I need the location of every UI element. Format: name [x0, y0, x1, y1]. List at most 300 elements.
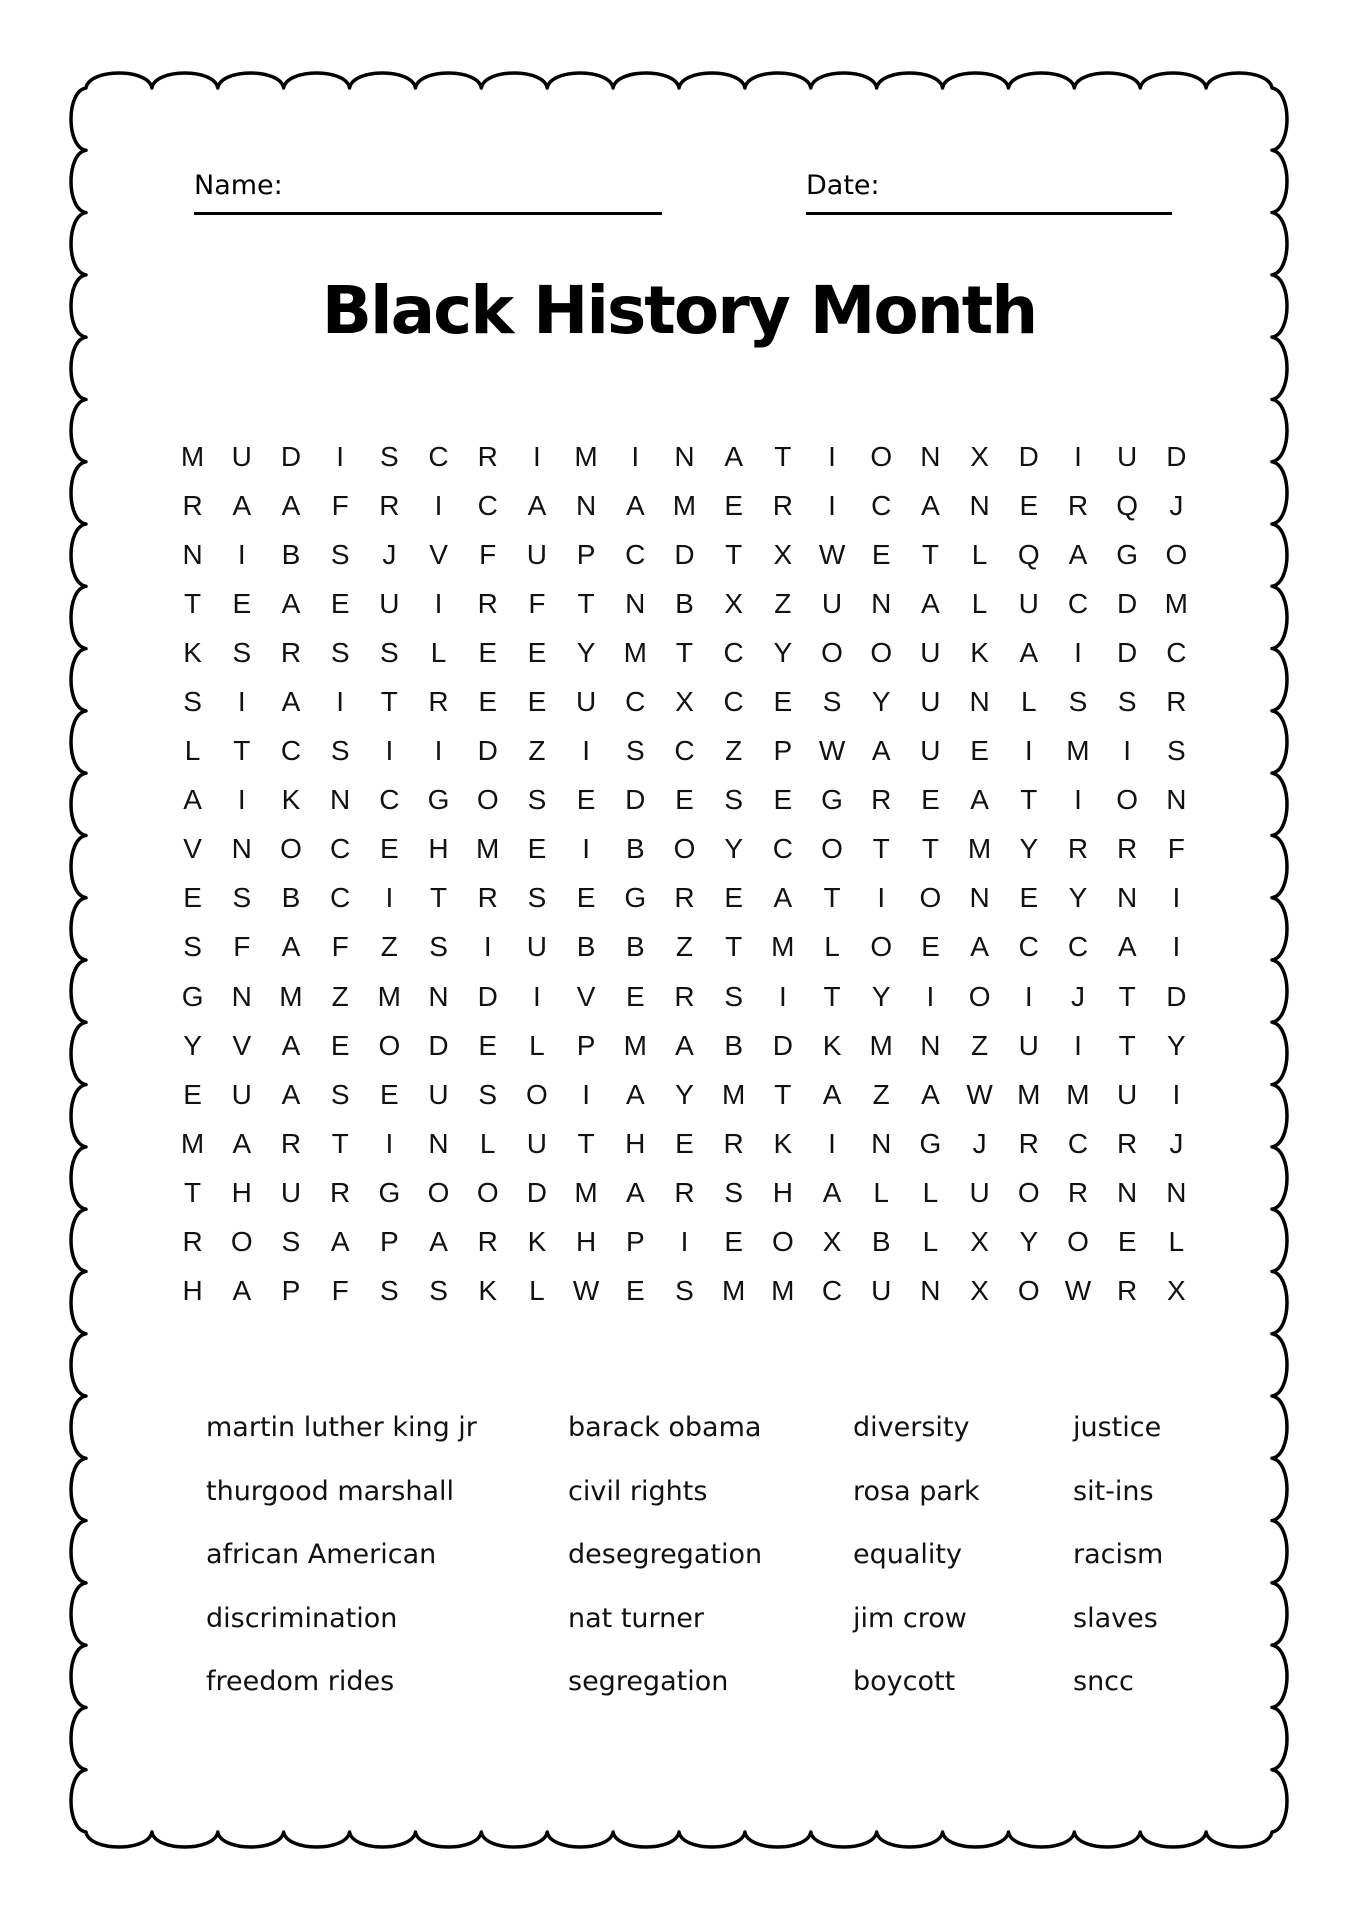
grid-letter[interactable]: E — [1019, 882, 1039, 914]
grid-letter[interactable]: L — [529, 1029, 545, 1061]
grid-letter[interactable]: S — [281, 1225, 301, 1257]
grid-letter[interactable]: O — [1017, 1176, 1040, 1208]
grid-letter[interactable]: A — [970, 784, 989, 816]
grid-letter[interactable]: Y — [1019, 833, 1039, 865]
grid-letter[interactable]: M — [771, 931, 795, 963]
grid-letter[interactable]: X — [1167, 1274, 1186, 1306]
grid-letter[interactable]: I — [631, 441, 640, 472]
grid-letter[interactable]: T — [184, 1176, 202, 1208]
grid-letter[interactable]: L — [824, 931, 840, 963]
grid-letter[interactable]: F — [331, 1274, 349, 1306]
grid-letter[interactable]: U — [526, 539, 548, 571]
grid-letter[interactable]: E — [478, 1029, 498, 1061]
grid-letter[interactable]: D — [1117, 588, 1138, 620]
grid-letter[interactable]: B — [675, 588, 694, 620]
grid-letter[interactable]: N — [1166, 784, 1187, 816]
grid-letter[interactable]: C — [625, 686, 646, 718]
grid-letter[interactable]: C — [330, 882, 351, 914]
grid-letter[interactable]: A — [330, 1225, 350, 1257]
grid-letter[interactable]: N — [182, 539, 203, 571]
grid-letter[interactable]: R — [1067, 833, 1089, 865]
grid-letter[interactable]: R — [477, 588, 498, 620]
grid-letter[interactable]: I — [533, 980, 541, 1012]
grid-letter[interactable]: I — [778, 980, 787, 1012]
grid-letter[interactable]: O — [771, 1225, 794, 1257]
grid-letter[interactable]: E — [970, 735, 989, 767]
grid-letter[interactable]: E — [576, 784, 596, 816]
grid-letter[interactable]: G — [378, 1176, 401, 1208]
grid-letter[interactable]: R — [330, 1176, 351, 1208]
grid-letter[interactable]: S — [429, 931, 448, 963]
grid-letter[interactable]: A — [773, 882, 793, 914]
grid-letter[interactable]: E — [625, 1274, 645, 1306]
grid-letter[interactable]: M — [721, 1078, 746, 1110]
grid-letter[interactable]: A — [675, 1029, 694, 1061]
grid-letter[interactable]: U — [280, 1176, 302, 1208]
grid-letter[interactable]: D — [526, 1176, 548, 1208]
grid-letter[interactable]: A — [232, 1127, 252, 1159]
grid-letter[interactable]: T — [921, 833, 939, 865]
grid-letter[interactable]: U — [428, 1078, 449, 1110]
grid-letter[interactable]: Z — [331, 980, 349, 1012]
grid-letter[interactable]: U — [920, 735, 941, 767]
grid-letter[interactable]: F — [233, 931, 251, 963]
grid-letter[interactable]: N — [575, 490, 597, 522]
grid-letter[interactable]: C — [1067, 1127, 1089, 1159]
grid-letter[interactable]: E — [675, 1127, 694, 1159]
grid-letter[interactable]: L — [873, 1176, 889, 1208]
grid-letter[interactable]: A — [281, 490, 301, 522]
grid-letter[interactable]: N — [871, 588, 892, 620]
grid-letter[interactable]: K — [183, 637, 202, 669]
grid-letter[interactable]: E — [1019, 490, 1039, 522]
grid-letter[interactable]: L — [922, 1176, 939, 1208]
grid-letter[interactable]: V — [183, 833, 202, 865]
grid-letter[interactable]: O — [1017, 1274, 1040, 1306]
grid-letter[interactable]: D — [1018, 441, 1039, 472]
grid-letter[interactable]: D — [477, 980, 498, 1012]
grid-letter[interactable]: A — [281, 931, 301, 963]
grid-letter[interactable]: C — [821, 1274, 843, 1306]
grid-letter[interactable]: R — [674, 1176, 695, 1208]
grid-letter[interactable]: I — [1074, 441, 1082, 472]
grid-letter[interactable]: O — [1116, 784, 1139, 816]
grid-letter[interactable]: O — [870, 441, 893, 472]
grid-letter[interactable]: E — [527, 637, 547, 669]
grid-letter[interactable]: T — [725, 539, 743, 571]
grid-letter[interactable]: L — [971, 588, 988, 620]
grid-letter[interactable]: A — [183, 784, 202, 816]
grid-letter[interactable]: I — [237, 539, 246, 571]
grid-letter[interactable]: A — [921, 490, 940, 522]
grid-letter[interactable]: E — [576, 882, 596, 914]
grid-letter[interactable]: A — [625, 490, 645, 522]
grid-letter[interactable]: I — [237, 784, 246, 816]
grid-letter[interactable]: N — [871, 1127, 892, 1159]
grid-letter[interactable]: T — [577, 588, 595, 620]
grid-letter[interactable]: W — [1064, 1274, 1092, 1306]
grid-letter[interactable]: X — [675, 686, 694, 718]
grid-letter[interactable]: T — [380, 686, 398, 718]
grid-letter[interactable]: O — [1165, 539, 1188, 571]
grid-letter[interactable]: T — [577, 1127, 595, 1159]
grid-letter[interactable]: C — [477, 490, 498, 522]
grid-letter[interactable]: K — [822, 1029, 842, 1061]
grid-letter[interactable]: A — [871, 735, 891, 767]
grid-letter[interactable]: A — [625, 1078, 645, 1110]
grid-letter[interactable]: C — [428, 441, 449, 472]
grid-letter[interactable]: I — [385, 735, 394, 767]
grid-letter[interactable]: N — [1166, 1176, 1187, 1208]
grid-letter[interactable]: O — [427, 1176, 450, 1208]
grid-letter[interactable]: U — [920, 637, 941, 669]
grid-letter[interactable]: N — [1117, 882, 1138, 914]
grid-letter[interactable]: X — [822, 1225, 842, 1257]
grid-letter[interactable]: S — [232, 637, 252, 669]
grid-letter[interactable]: M — [180, 1127, 205, 1159]
grid-letter[interactable]: P — [281, 1274, 301, 1306]
grid-letter[interactable]: A — [970, 931, 989, 963]
grid-letter[interactable]: I — [1024, 980, 1033, 1012]
grid-letter[interactable]: U — [575, 686, 597, 718]
grid-letter[interactable]: N — [428, 980, 449, 1012]
grid-letter[interactable]: N — [920, 1029, 941, 1061]
grid-letter[interactable]: Y — [675, 1078, 694, 1110]
grid-letter[interactable]: F — [1167, 833, 1185, 865]
grid-letter[interactable]: R — [477, 882, 498, 914]
grid-letter[interactable]: W — [818, 539, 846, 571]
grid-letter[interactable]: Y — [183, 1029, 202, 1061]
grid-letter[interactable]: S — [380, 637, 399, 669]
grid-letter[interactable]: D — [1117, 637, 1138, 669]
grid-letter[interactable]: O — [870, 637, 893, 669]
grid-letter[interactable]: T — [429, 882, 448, 914]
grid-letter[interactable]: E — [625, 980, 645, 1012]
grid-letter[interactable]: A — [1068, 539, 1088, 571]
grid-letter[interactable]: T — [823, 882, 841, 914]
grid-letter[interactable]: W — [966, 1078, 993, 1110]
grid-letter[interactable]: S — [183, 686, 202, 718]
grid-letter[interactable]: T — [1020, 784, 1038, 816]
grid-letter[interactable]: I — [1123, 735, 1132, 767]
grid-letter[interactable]: R — [477, 1225, 498, 1257]
grid-letter[interactable]: C — [871, 490, 892, 522]
grid-letter[interactable]: T — [331, 1127, 349, 1159]
grid-letter[interactable]: S — [183, 931, 202, 963]
grid-letter[interactable]: B — [724, 1029, 743, 1061]
grid-letter[interactable]: B — [871, 1225, 891, 1257]
grid-letter[interactable]: C — [625, 539, 646, 571]
grid-letter[interactable]: I — [1024, 735, 1033, 767]
grid-letter[interactable]: R — [428, 686, 449, 718]
grid-letter[interactable]: A — [232, 1274, 252, 1306]
grid-letter[interactable]: Y — [773, 637, 793, 669]
grid-letter[interactable]: X — [970, 1274, 989, 1306]
grid-letter[interactable]: N — [1117, 1176, 1138, 1208]
grid-letter[interactable]: D — [674, 539, 695, 571]
grid-letter[interactable]: E — [183, 1078, 202, 1110]
grid-letter[interactable]: I — [828, 1127, 836, 1159]
grid-letter[interactable]: I — [828, 441, 836, 472]
grid-letter[interactable]: Y — [576, 637, 596, 669]
grid-letter[interactable]: I — [877, 882, 886, 914]
grid-letter[interactable]: O — [230, 1225, 253, 1257]
grid-letter[interactable]: K — [527, 1225, 547, 1257]
grid-letter[interactable]: I — [336, 686, 345, 718]
grid-letter[interactable]: C — [772, 833, 793, 865]
grid-letter[interactable]: E — [724, 490, 743, 522]
grid-letter[interactable]: M — [771, 1274, 795, 1306]
grid-letter[interactable]: D — [280, 441, 302, 472]
grid-letter[interactable]: F — [479, 539, 497, 571]
grid-letter[interactable]: U — [1117, 1078, 1138, 1110]
grid-letter[interactable]: R — [280, 637, 302, 669]
grid-letter[interactable]: G — [427, 784, 450, 816]
grid-letter[interactable]: U — [821, 588, 843, 620]
grid-letter[interactable]: U — [1018, 1029, 1039, 1061]
grid-letter[interactable]: G — [181, 980, 204, 1012]
grid-letter[interactable]: O — [526, 1078, 548, 1110]
grid-letter[interactable]: I — [1074, 1029, 1082, 1061]
grid-letter[interactable]: U — [379, 588, 400, 620]
grid-letter[interactable]: S — [527, 882, 547, 914]
grid-letter[interactable]: Q — [1116, 490, 1139, 522]
grid-letter[interactable]: U — [1018, 588, 1039, 620]
grid-letter[interactable]: J — [1070, 980, 1085, 1012]
grid-letter[interactable]: I — [1172, 931, 1181, 963]
grid-letter[interactable]: R — [182, 1225, 203, 1257]
grid-letter[interactable]: P — [380, 1225, 399, 1257]
grid-letter[interactable]: C — [1067, 588, 1089, 620]
grid-letter[interactable]: S — [724, 1176, 743, 1208]
grid-letter[interactable]: E — [1117, 1225, 1137, 1257]
grid-letter[interactable]: H — [772, 1176, 793, 1208]
grid-letter[interactable]: K — [478, 1274, 498, 1306]
grid-letter[interactable]: H — [182, 1274, 203, 1306]
grid-letter[interactable]: R — [182, 490, 203, 522]
grid-letter[interactable]: S — [478, 1078, 498, 1110]
grid-letter[interactable]: M — [180, 441, 205, 472]
grid-letter[interactable]: S — [724, 980, 743, 1012]
grid-letter[interactable]: O — [673, 833, 696, 865]
grid-letter[interactable]: Z — [380, 931, 398, 963]
grid-letter[interactable]: Y — [871, 686, 891, 718]
grid-letter[interactable]: R — [1067, 1176, 1089, 1208]
grid-letter[interactable]: Y — [724, 833, 743, 865]
grid-letter[interactable]: I — [1074, 784, 1082, 816]
grid-letter[interactable]: M — [967, 833, 992, 865]
grid-letter[interactable]: S — [1068, 686, 1088, 718]
grid-letter[interactable]: O — [476, 784, 499, 816]
grid-letter[interactable]: D — [772, 1029, 793, 1061]
grid-letter[interactable]: U — [1117, 441, 1138, 472]
grid-letter[interactable]: S — [822, 686, 842, 718]
grid-letter[interactable]: B — [625, 833, 645, 865]
grid-letter[interactable]: T — [921, 539, 939, 571]
grid-letter[interactable]: N — [231, 980, 252, 1012]
grid-letter[interactable]: Z — [725, 735, 743, 767]
grid-letter[interactable]: A — [724, 441, 743, 472]
grid-letter[interactable]: C — [1018, 931, 1039, 963]
grid-letter[interactable]: L — [922, 1225, 939, 1257]
grid-letter[interactable]: K — [281, 784, 301, 816]
grid-letter[interactable]: T — [1118, 1029, 1136, 1061]
grid-letter[interactable]: H — [231, 1176, 252, 1208]
grid-letter[interactable]: W — [818, 735, 846, 767]
grid-letter[interactable]: A — [625, 1176, 645, 1208]
grid-letter[interactable]: M — [623, 637, 647, 669]
grid-letter[interactable]: A — [822, 1176, 842, 1208]
grid-letter[interactable]: G — [919, 1127, 942, 1159]
grid-letter[interactable]: I — [926, 980, 935, 1012]
grid-letter[interactable]: B — [625, 931, 645, 963]
grid-letter[interactable]: R — [772, 490, 793, 522]
grid-letter[interactable]: S — [330, 539, 350, 571]
grid-letter[interactable]: I — [828, 490, 836, 522]
grid-letter[interactable]: N — [969, 686, 990, 718]
grid-letter[interactable]: E — [921, 931, 940, 963]
grid-letter[interactable]: N — [428, 1127, 449, 1159]
grid-letter[interactable]: Z — [675, 931, 694, 963]
grid-letter[interactable]: M — [574, 1176, 598, 1208]
grid-letter[interactable]: E — [527, 833, 547, 865]
grid-letter[interactable]: F — [331, 490, 349, 522]
grid-letter[interactable]: L — [529, 1274, 545, 1306]
grid-letter[interactable]: B — [576, 931, 596, 963]
grid-letter[interactable]: I — [385, 882, 394, 914]
grid-letter[interactable]: D — [1166, 980, 1187, 1012]
grid-letter[interactable]: E — [330, 588, 350, 620]
grid-letter[interactable]: J — [972, 1127, 987, 1159]
grid-letter[interactable]: E — [183, 882, 202, 914]
grid-letter[interactable]: J — [1169, 1127, 1184, 1159]
grid-letter[interactable]: E — [232, 588, 252, 620]
grid-letter[interactable]: R — [723, 1127, 744, 1159]
grid-letter[interactable]: R — [1117, 1274, 1138, 1306]
grid-letter[interactable]: R — [1117, 1127, 1138, 1159]
grid-letter[interactable]: A — [232, 490, 252, 522]
grid-letter[interactable]: U — [231, 441, 252, 472]
grid-letter[interactable]: M — [476, 833, 500, 865]
grid-letter[interactable]: C — [674, 735, 695, 767]
grid-letter[interactable]: O — [870, 931, 893, 963]
grid-letter[interactable]: Q — [1017, 539, 1040, 571]
grid-letter[interactable]: C — [330, 833, 351, 865]
grid-letter[interactable]: D — [1166, 441, 1187, 472]
grid-letter[interactable]: E — [527, 686, 547, 718]
grid-letter[interactable]: I — [434, 588, 443, 620]
grid-letter[interactable]: A — [281, 686, 301, 718]
grid-letter[interactable]: X — [970, 441, 989, 472]
grid-letter[interactable]: C — [379, 784, 400, 816]
grid-letter[interactable]: N — [969, 490, 990, 522]
grid-letter[interactable]: T — [675, 637, 694, 669]
grid-letter[interactable]: S — [330, 1078, 350, 1110]
grid-letter[interactable]: Z — [528, 735, 546, 767]
grid-letter[interactable]: I — [582, 1078, 590, 1110]
grid-letter[interactable]: R — [1166, 686, 1187, 718]
grid-letter[interactable]: Y — [1167, 1029, 1186, 1061]
grid-letter[interactable]: O — [280, 833, 302, 865]
date-line[interactable] — [806, 212, 1172, 215]
grid-letter[interactable]: U — [526, 931, 548, 963]
grid-letter[interactable]: S — [429, 1274, 448, 1306]
grid-letter[interactable]: O — [821, 833, 843, 865]
grid-letter[interactable]: D — [428, 1029, 449, 1061]
grid-letter[interactable]: M — [1066, 1078, 1090, 1110]
grid-letter[interactable]: X — [724, 588, 743, 620]
grid-letter[interactable]: L — [1168, 1225, 1185, 1257]
grid-letter[interactable]: O — [821, 637, 843, 669]
grid-letter[interactable]: D — [625, 784, 646, 816]
grid-letter[interactable]: D — [477, 735, 498, 767]
grid-letter[interactable]: I — [582, 833, 590, 865]
grid-letter[interactable]: S — [380, 441, 399, 472]
grid-letter[interactable]: M — [279, 980, 303, 1012]
grid-letter[interactable]: A — [281, 1078, 301, 1110]
grid-letter[interactable]: A — [429, 1225, 448, 1257]
grid-letter[interactable]: A — [822, 1078, 842, 1110]
grid-letter[interactable]: M — [672, 490, 697, 522]
grid-letter[interactable]: M — [377, 980, 401, 1012]
grid-letter[interactable]: U — [969, 1176, 990, 1208]
grid-letter[interactable]: V — [576, 980, 596, 1012]
grid-letter[interactable]: I — [1172, 1078, 1181, 1110]
grid-letter[interactable]: E — [773, 686, 793, 718]
grid-letter[interactable]: R — [477, 441, 498, 472]
grid-letter[interactable]: J — [1169, 490, 1184, 522]
grid-letter[interactable]: A — [1019, 637, 1039, 669]
grid-letter[interactable]: P — [773, 735, 793, 767]
grid-letter[interactable]: A — [921, 1078, 940, 1110]
grid-letter[interactable]: N — [920, 1274, 941, 1306]
grid-letter[interactable]: E — [921, 784, 940, 816]
grid-letter[interactable]: T — [233, 735, 251, 767]
grid-letter[interactable]: S — [1167, 735, 1186, 767]
grid-letter[interactable]: T — [823, 980, 841, 1012]
grid-letter[interactable]: B — [281, 882, 301, 914]
grid-letter[interactable]: E — [380, 833, 399, 865]
grid-letter[interactable]: C — [723, 637, 744, 669]
grid-letter[interactable]: A — [527, 490, 547, 522]
grid-letter[interactable]: Z — [971, 1029, 989, 1061]
grid-letter[interactable]: T — [774, 441, 792, 472]
grid-letter[interactable]: R — [1117, 833, 1138, 865]
grid-letter[interactable]: N — [920, 441, 941, 472]
grid-letter[interactable]: C — [1166, 637, 1187, 669]
grid-letter[interactable]: S — [675, 1274, 694, 1306]
grid-letter[interactable]: I — [385, 1127, 394, 1159]
grid-letter[interactable]: G — [821, 784, 843, 816]
grid-letter[interactable]: S — [232, 882, 252, 914]
grid-letter[interactable]: T — [725, 931, 743, 963]
grid-letter[interactable]: U — [871, 1274, 892, 1306]
grid-letter[interactable]: L — [184, 735, 201, 767]
grid-letter[interactable]: I — [434, 735, 443, 767]
grid-letter[interactable]: E — [724, 1225, 743, 1257]
grid-letter[interactable]: C — [723, 686, 744, 718]
grid-letter[interactable]: S — [527, 784, 547, 816]
grid-letter[interactable]: A — [281, 588, 301, 620]
grid-letter[interactable]: O — [378, 1029, 401, 1061]
grid-letter[interactable]: M — [1066, 735, 1090, 767]
grid-letter[interactable]: E — [330, 1029, 350, 1061]
grid-letter[interactable]: T — [184, 588, 202, 620]
grid-letter[interactable]: X — [970, 1225, 989, 1257]
grid-letter[interactable]: M — [1164, 588, 1188, 620]
grid-letter[interactable]: O — [968, 980, 991, 1012]
grid-letter[interactable]: Y — [1068, 882, 1088, 914]
